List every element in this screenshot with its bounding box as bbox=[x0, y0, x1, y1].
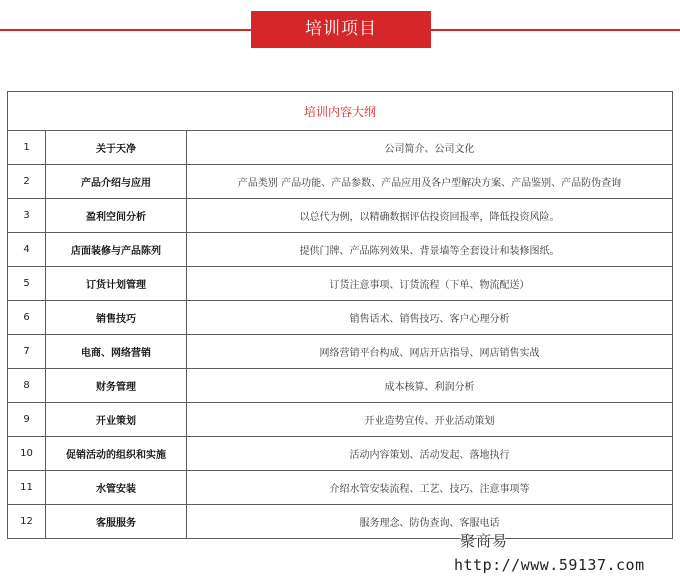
row-number: 11 bbox=[8, 471, 46, 505]
row-topic: 产品介绍与应用 bbox=[46, 165, 187, 199]
row-detail: 服务理念、防伪查询、客服电话 bbox=[187, 505, 673, 539]
row-detail: 开业造势宣传、开业活动策划 bbox=[187, 403, 673, 437]
row-topic: 销售技巧 bbox=[46, 301, 187, 335]
table-row bbox=[8, 403, 673, 437]
row-detail: 产品类别 产品功能、产品参数、产品应用及各户型解决方案、产品鉴别、产品防伪查询 bbox=[187, 165, 673, 199]
table-heading: 培训内容大纲 bbox=[8, 92, 673, 131]
row-topic: 开业策划 bbox=[46, 403, 187, 437]
row-topic: 订货计划管理 bbox=[46, 267, 187, 301]
row-topic: 客服服务 bbox=[46, 505, 187, 539]
table-row bbox=[8, 369, 673, 403]
table-row bbox=[8, 267, 673, 301]
row-detail: 销售话术、销售技巧、客户心理分析 bbox=[187, 301, 673, 335]
table-row bbox=[8, 199, 673, 233]
row-topic: 盈利空间分析 bbox=[46, 199, 187, 233]
row-number: 2 bbox=[8, 165, 46, 199]
row-topic: 电商、网络营销 bbox=[46, 335, 187, 369]
row-topic: 店面装修与产品陈列 bbox=[46, 233, 187, 267]
row-number: 6 bbox=[8, 301, 46, 335]
row-detail: 介绍水管安装流程、工艺、技巧、注意事项等 bbox=[187, 471, 673, 505]
table-row bbox=[8, 437, 673, 471]
row-detail: 成本核算、利润分析 bbox=[187, 369, 673, 403]
watermark-url: http://www.59137.com bbox=[454, 556, 645, 574]
table-row bbox=[8, 505, 673, 539]
row-number: 3 bbox=[8, 199, 46, 233]
row-topic: 促销活动的组织和实施 bbox=[46, 437, 187, 471]
row-number: 4 bbox=[8, 233, 46, 267]
table-row bbox=[8, 335, 673, 369]
row-number: 7 bbox=[8, 335, 46, 369]
row-number: 10 bbox=[8, 437, 46, 471]
row-detail: 公司简介、公司文化 bbox=[187, 131, 673, 165]
row-number: 1 bbox=[8, 131, 46, 165]
table-row bbox=[8, 131, 673, 165]
table-row bbox=[8, 301, 673, 335]
row-topic: 水管安装 bbox=[46, 471, 187, 505]
row-number: 8 bbox=[8, 369, 46, 403]
table-row bbox=[8, 471, 673, 505]
row-detail: 提供门牌、产品陈列效果、背景墙等全套设计和装修图纸。 bbox=[187, 233, 673, 267]
table-row bbox=[8, 233, 673, 267]
row-number: 9 bbox=[8, 403, 46, 437]
row-detail: 订货注意事项、订货流程（下单、物流配送） bbox=[187, 267, 673, 301]
row-detail: 以总代为例，以精确数据评估投资回报率，降低投资风险。 bbox=[187, 199, 673, 233]
table-row bbox=[8, 165, 673, 199]
row-number: 5 bbox=[8, 267, 46, 301]
row-number: 12 bbox=[8, 505, 46, 539]
row-topic: 财务管理 bbox=[46, 369, 187, 403]
watermark-site-name: 聚商易 bbox=[460, 532, 509, 550]
page-title: 培训项目 bbox=[251, 11, 431, 48]
table-heading-row bbox=[8, 92, 673, 131]
training-outline-table bbox=[7, 91, 673, 539]
row-detail: 网络营销平台构成、网店开店指导、网店销售实战 bbox=[187, 335, 673, 369]
row-topic: 关于天净 bbox=[46, 131, 187, 165]
row-detail: 活动内容策划、活动发起、落地执行 bbox=[187, 437, 673, 471]
